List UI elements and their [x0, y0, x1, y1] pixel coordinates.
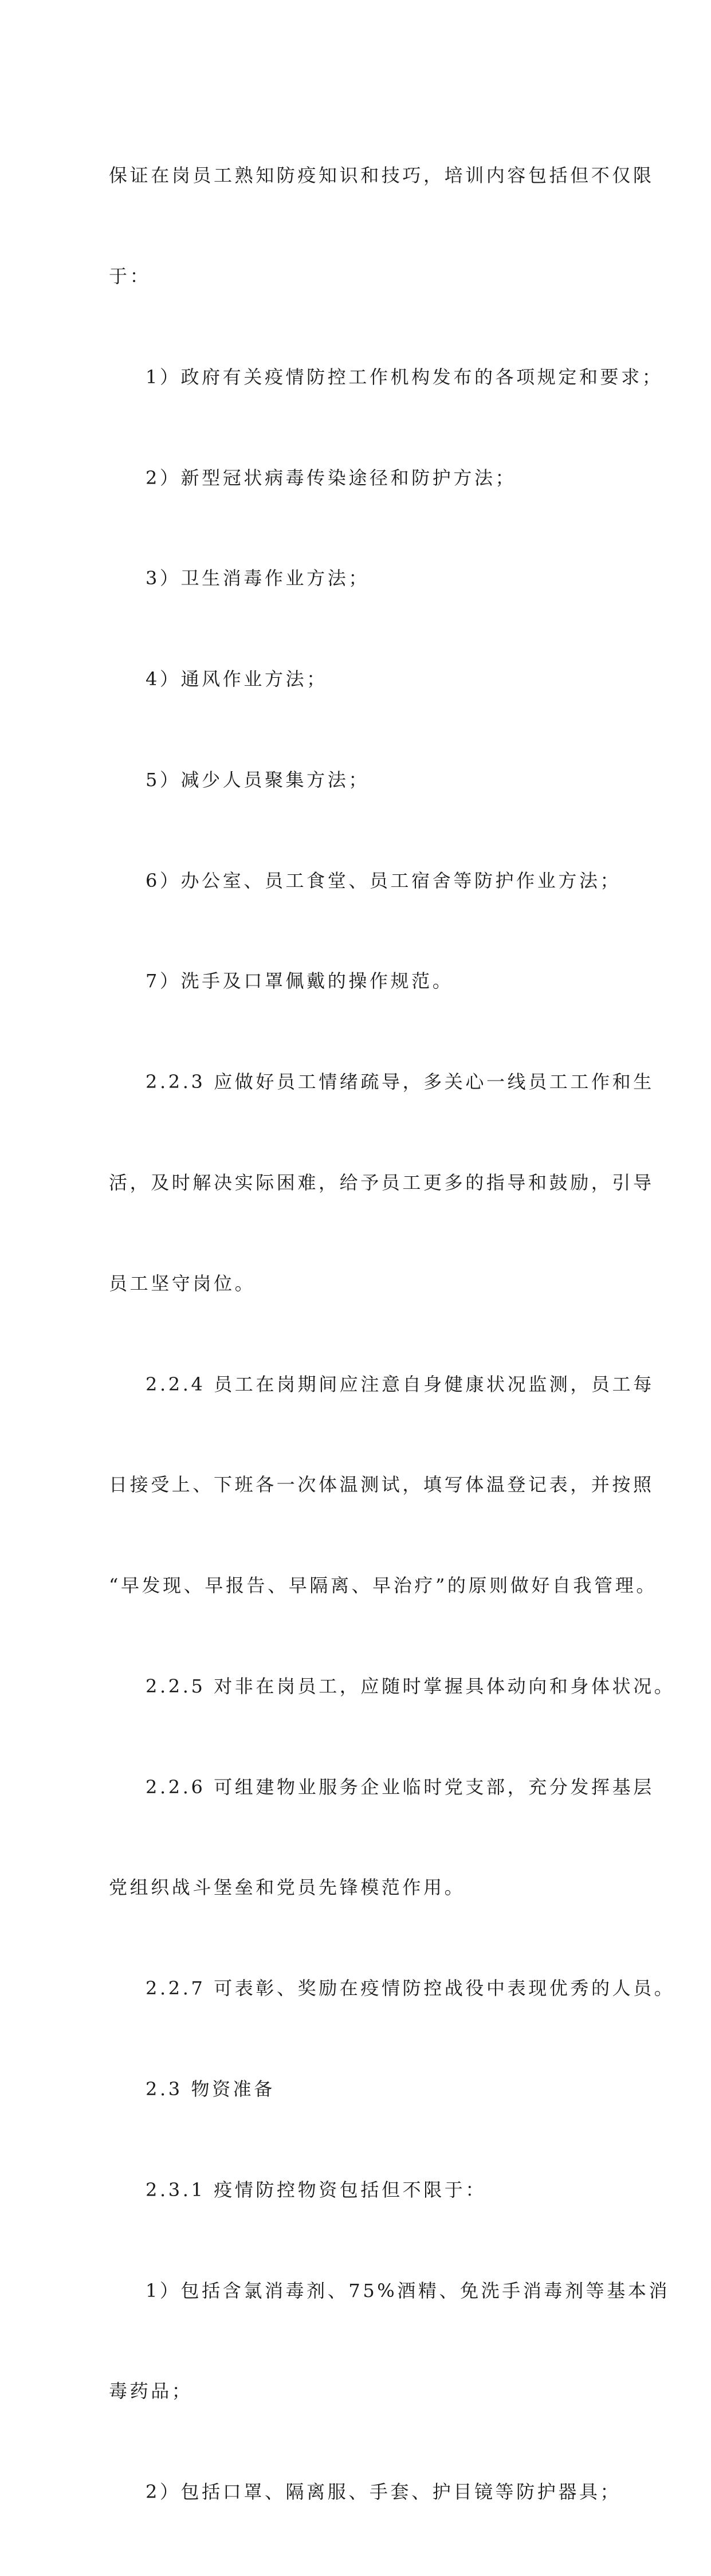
list-item: 5）减少人员聚集方法；	[146, 768, 370, 791]
text-line: 于：	[109, 265, 151, 287]
paragraph-start: 2.2.7 可表彰、奖励在疫情防控战役中表现优秀的人员。	[146, 1977, 675, 2000]
paragraph-start: 2.2.6 可组建物业服务企业临时党支部，充分发挥基层	[146, 1776, 654, 1798]
list-item: 1）政府有关疫情防控工作机构发布的各项规定和要求；	[146, 366, 663, 388]
paragraph-start: 2.3.1 疫情防控物资包括但不限于：	[146, 2178, 486, 2201]
list-item: 1）包括含氯消毒剂、75%酒精、免洗手消毒剂等基本消	[146, 2279, 670, 2302]
list-item: 7）洗手及口罩佩戴的操作规范。	[146, 970, 454, 992]
paragraph-start: 2.2.4 员工在岗期间应注意自身健康状况监测，员工每	[146, 1373, 654, 1395]
text-line: “早发现、早报告、早隔离、早治疗”的原则做好自我管理。	[109, 1574, 657, 1597]
paragraph-start: 2.2.5 对非在岗员工，应随时掌握具体动向和身体状况。	[146, 1675, 675, 1697]
paragraph-start: 2.2.3 应做好员工情绪疏导，多关心一线员工工作和生	[146, 1071, 654, 1093]
text-line: 毒药品；	[109, 2380, 193, 2402]
document-body	[109, 92, 675, 2576]
list-item: 3）卫生消毒作业方法；	[146, 567, 370, 590]
text-line: 日接受上、下班各一次体温测试，填写体温登记表，并按照	[109, 1474, 654, 1496]
section-heading: 2.3 物资准备	[146, 2078, 275, 2100]
list-item: 6）办公室、员工食堂、员工宿舍等防护作业方法；	[146, 869, 622, 892]
list-item: 4）通风作业方法；	[146, 668, 328, 690]
text-line: 活，及时解决实际困难，给予员工更多的指导和鼓励，引导	[109, 1172, 654, 1193]
list-item: 2）新型冠状病毒传染途径和防护方法；	[146, 466, 517, 489]
text-line: 员工坚守岗位。	[109, 1272, 256, 1294]
list-item: 2）包括口罩、隔离服、手套、护目镜等防护器具；	[146, 2481, 622, 2503]
text-line: 党组织战斗堡垒和党员先锋模范作用。	[109, 1876, 466, 1899]
text-line: 保证在岗员工熟知防疫知识和技巧，培训内容包括但不仅限	[109, 164, 654, 187]
